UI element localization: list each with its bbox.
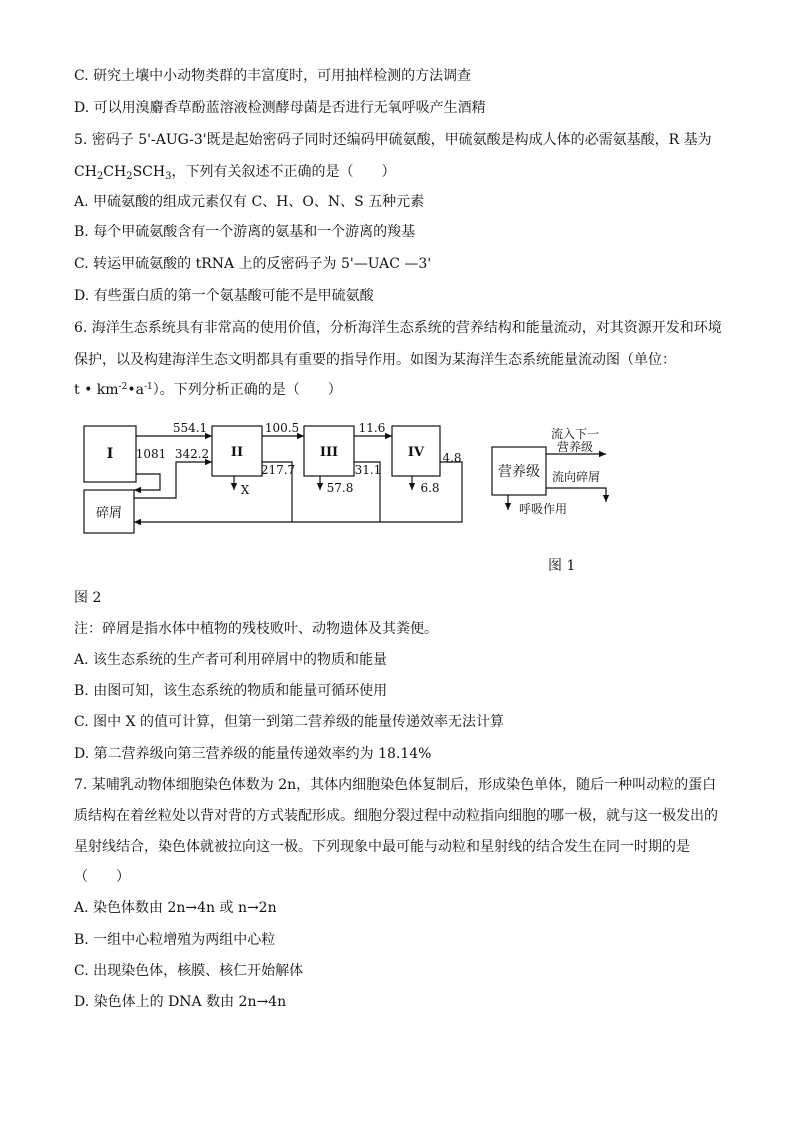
- label-level-2: II: [230, 445, 244, 460]
- arrow-detritus-to-l2: [134, 462, 212, 498]
- option-c-prev: C. 研究土壤中小动物类群的丰富度时，可用抽样检测的方法调查: [74, 68, 472, 84]
- q5-option-b: B. 每个甲硫氨酸含有一个游离的氨基和一个游离的羧基: [74, 224, 416, 240]
- q6-unit-b: •a: [127, 382, 144, 398]
- q5-formula-a: CH: [74, 164, 97, 180]
- legend-box-label: 营养级: [498, 464, 540, 480]
- option-d-prev: D. 可以用溴麝香草酚蓝溶液检测酵母菌是否进行无氧呼吸产生酒精: [74, 100, 486, 116]
- q6-stem-line3: [74, 380, 342, 400]
- q6-option-a: A. 该生态系统的生产者可利用碎屑中的物质和能量: [74, 652, 388, 668]
- q5-stem-line2: [74, 162, 395, 182]
- label-level-4: IV: [407, 445, 425, 460]
- q7-option-c: C. 出现染色体，核膜、核仁开始解体: [74, 963, 304, 979]
- q6-option-d: D. 第二营养级向第三营养级的能量传递效率约为 18.14%: [74, 746, 432, 762]
- line-l4-to-detritus: [134, 462, 462, 522]
- legend-respiration-label: 呼吸作用: [518, 502, 568, 516]
- value-detritus-to-l2: 342.2: [174, 447, 210, 461]
- arrow-l1-to-detritus: [134, 474, 160, 490]
- legend-detritus-label: 流向碎屑: [551, 470, 601, 484]
- q7-option-a: A. 染色体数由 2n→4n 或 n→2n: [74, 900, 277, 916]
- q6-stem-rest: ）。下列分析正确的是（ ）: [152, 382, 342, 398]
- q5-option-d: D. 有些蛋白质的第一个氨基酸可能不是甲硫氨酸: [74, 288, 374, 304]
- value-l4-respiration: 6.8: [420, 481, 440, 495]
- q6-stem-line1: 6. 海洋生态系统具有非常高的使用价值，分析海洋生态系统的营养结构和能量流动，对其资源开发和环境: [74, 320, 722, 336]
- legend-next-line1: 流入下一: [550, 427, 600, 441]
- figure-note: 注：碎屑是指水体中植物的残枝败叶、动物遗体及其粪便。: [74, 621, 438, 637]
- value-l3-to-l4: 11.6: [358, 421, 386, 435]
- value-l3-respiration: 57.8: [326, 481, 354, 495]
- q7-stem-line1: 7. 某哺乳动物体细胞染色体数为 2n，其体内细胞染色体复制后，形成染色单体，随后一种叫动粒的蛋白: [74, 777, 717, 793]
- value-l2-to-l3: 100.5: [264, 421, 300, 435]
- value-l3-to-detritus: 31.1: [354, 463, 382, 477]
- legend-arrow-detritus: [546, 488, 606, 502]
- q6-stem-line2: 保护，以及构建海洋生态文明都具有重要的指导作用。如图为某海洋生态系统能量流动图（单位：: [74, 352, 676, 368]
- q5-formula-sub2: 2: [126, 171, 133, 182]
- q6-unit-a: t • km: [74, 382, 119, 398]
- q5-formula-sub3: 3: [165, 171, 172, 182]
- q7-stem-line4: （ ）: [74, 869, 130, 885]
- figure-1-caption: 图 1: [548, 558, 576, 574]
- q5-option-c: C. 转运甲硫氨酸的 tRNA 上的反密码子为 5'—UAC —3': [74, 256, 432, 272]
- q5-stem-line1: 5. 密码子 5'-AUG-3'既是起始密码子同时还编码甲硫氨酸，甲硫氨酸是构成人体的必需氨基酸，R 基为: [74, 132, 712, 148]
- q6-option-b: B. 由图可知，该生态系统的物质和能量可循环使用: [74, 683, 388, 699]
- q7-option-b: B. 一组中心粒增殖为两组中心粒: [74, 932, 276, 948]
- value-l2-to-detritus: 217.7: [260, 463, 296, 477]
- energy-flow-diagram: [0, 410, 794, 560]
- label-level-3: III: [319, 445, 339, 460]
- value-l1-to-detritus: 1081: [135, 447, 167, 461]
- legend-next-line2: 营养级: [556, 440, 594, 454]
- label-detritus: 碎屑: [95, 506, 123, 521]
- q7-stem-line3: 星射线结合，染色体就被拉向这一极。下列现象中最可能与动粒和星射线的结合发生在同一时期的是: [74, 839, 690, 855]
- q7-stem-line2: 质结构在着丝粒处以背对背的方式装配形成。细胞分裂过程中动粒指向细胞的哪一极，就与这一极发出的: [74, 808, 718, 824]
- q5-formula-b: CH: [103, 164, 127, 180]
- q5-option-a: A. 甲硫氨酸的组成元素仅有 C、H、O、N、S 五种元素: [74, 194, 425, 210]
- label-level-1: I: [106, 446, 114, 462]
- q5-formula-sub1: 2: [96, 171, 104, 182]
- q5-stem-rest: ，下列有关叙述不正确的是（ ）: [171, 164, 396, 180]
- q5-formula-c: SCH: [132, 164, 166, 180]
- q6-option-c: C. 图中 X 的值可计算，但第一到第二营养级的能量传递效率无法计算: [74, 714, 504, 730]
- q6-unit-sup1: -2: [118, 382, 128, 392]
- value-l1-to-l2: 554.1: [172, 421, 208, 435]
- q7-option-d: D. 染色体上的 DNA 数由 2n→4n: [74, 994, 287, 1010]
- value-l2-respiration: X: [240, 483, 250, 497]
- q6-unit-sup2: -1: [143, 382, 153, 392]
- figure-2-caption: 图 2: [74, 590, 102, 606]
- value-l4-to-detritus: 4.8: [442, 451, 462, 465]
